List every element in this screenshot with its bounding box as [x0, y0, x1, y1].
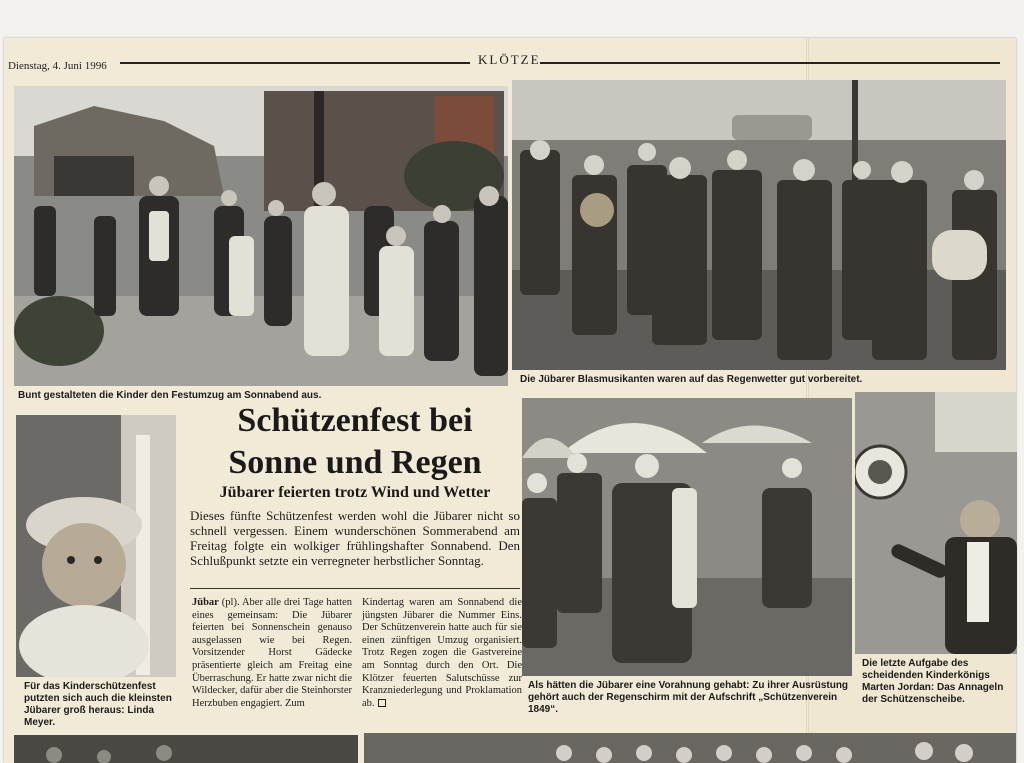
- article-column-2: [362, 597, 522, 710]
- article-headline: [190, 400, 520, 484]
- caption-brass-band: Die Jübarer Blasmusikanten waren auf das Regenwetter gut vorbereitet.: [520, 374, 863, 385]
- photo-bottom-strip-left: [14, 735, 358, 763]
- photo-child-portrait: [16, 415, 176, 677]
- end-of-article-icon: [378, 699, 386, 707]
- header-rule-left: [120, 62, 470, 64]
- section-title: KLÖTZE: [478, 52, 541, 67]
- photo-shooting-target: [855, 392, 1017, 654]
- issue-date: Dienstag, 4. Juni 1996: [8, 60, 107, 72]
- article-dateline: Jübar: [192, 597, 219, 608]
- article-subheadline: Jübarer feierten trotz Wind und Wetter: [219, 484, 491, 501]
- headline-line-1: Schützenfest bei: [237, 402, 473, 439]
- headline-line-2: Sonne und Regen: [228, 444, 482, 481]
- photo-umbrellas: [522, 398, 852, 676]
- caption-parade-kids: Bunt gestalteten die Kinder den Festumzug am Sonnabend aus.: [18, 390, 322, 401]
- caption-king: Die letzte Aufgabe des scheidenden Kinderkönigs Marten Jordan: Das Annageln der Schützenscheibe.: [862, 658, 1004, 705]
- photo-bottom-strip-right: [364, 733, 1016, 763]
- header-rule-right: [540, 62, 1000, 64]
- article-rule: [190, 588, 520, 589]
- article-column-1: [192, 597, 352, 710]
- caption-umbrella: Als hätten die Jübarer eine Vorahnung gehabt: Zu ihrer Ausrüstung gehört auch der Regenschirm mit der Aufschrift „Schützenverein 1849“.: [528, 680, 849, 715]
- article-column-2-text: Kindertag waren am Sonnabend die jüngsten Jübarer die Nummer Eins. Der Schützenverein hatte auch für sie einen zünftigen Umzug organisiert. Trotz Regen zogen die Gastvereine am Sonntag durch den Ort. Die Klötzer feuerten Salutschüsse zur Kranzniederlegung und Proklamation ab.: [362, 597, 522, 709]
- caption-child: Für das Kinderschützenfest putzten sich auch die kleinsten Jübarer groß heraus: Linda Meyer.: [24, 681, 172, 728]
- photo-brass-band: [512, 80, 1006, 370]
- article-column-1-text: (pl). Aber alle drei Tage hatten eines gemeinsam: Die Jübarer feierten bei Sonnenschein genauso ausgelassen wie bei Regen. Vorsitzender Horst Gädecke präsentierte gleich am Freitag eine Überraschung. Er hatte zwar nicht die Wildecker, dafür aber die Steinhorster Herzbuben engagiert. Zum: [192, 597, 352, 709]
- photo-parade-kids: [14, 86, 508, 386]
- article-lead: Dieses fünfte Schützenfest werden wohl die Jübarer nicht so schnell vergessen. Einem wunderschönen Sommerabend am Freitag folgte ein wolkiger frühlingshafter Sonnabend. Den Schlußpunkt setzte ein verregneter herbstlicher Sonntag.: [190, 508, 520, 568]
